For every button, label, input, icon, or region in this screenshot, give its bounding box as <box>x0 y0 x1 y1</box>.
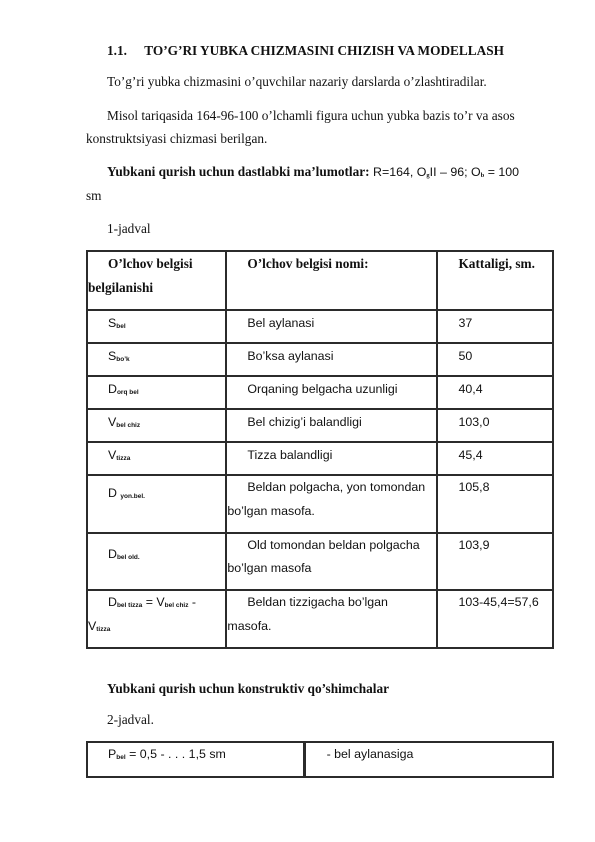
row-name <box>226 475 437 533</box>
row-value <box>437 409 553 442</box>
row-name-text: Beldan polgacha, yon tomondan <box>247 480 426 494</box>
allowance-description <box>304 742 553 777</box>
symbol-line2-sub: tizza <box>96 626 111 633</box>
row-name <box>226 376 437 409</box>
symbol-letter: S <box>108 349 117 363</box>
row-name <box>226 533 437 590</box>
allowance-range: = 0,5 - . . . 1,5 sm <box>125 747 226 761</box>
header-name-text: O’lchov belgisi nomi: <box>247 256 369 271</box>
symbol-sub: tizza <box>116 455 131 462</box>
heading-number: 1.1. <box>107 43 127 58</box>
header-symbol-line2: belgilanishi <box>88 280 154 295</box>
row-name <box>226 442 437 475</box>
symbol-letter: D <box>108 595 117 609</box>
symbol-sub: orq bel <box>116 389 139 396</box>
symbol-letter: D <box>108 486 121 500</box>
allowance-desc-text: - bel aylanasiga <box>326 747 414 761</box>
row-value <box>437 475 553 533</box>
header-symbol-line1: O’lchov belgisi <box>108 256 193 271</box>
symbol-letter: S <box>108 316 117 330</box>
symbol-sub: bel <box>116 323 126 330</box>
table-row <box>87 310 553 343</box>
initial-data-label: Yubkani qurish uchun dastlabki ma’lumotlar: <box>107 164 370 179</box>
row-value-text: 37 <box>458 316 473 330</box>
paragraph-1: To’g’ri yubka chizmasini o’quvchilar nazariy darslarda o’zlashtiradilar. <box>107 74 487 89</box>
header-name <box>226 251 437 310</box>
initial-data-mid: II – 96; O <box>429 165 481 179</box>
measurements-table <box>86 250 554 649</box>
row-name-text: Old tomondan beldan polgacha <box>247 538 420 552</box>
table-row <box>87 442 553 475</box>
header-symbol <box>87 251 226 310</box>
heading-title: TO’G’RI YUBKA CHIZMASINI CHIZISH VA MODELLASH <box>144 43 504 58</box>
table-2-caption: 2-jadval. <box>107 712 154 727</box>
row-name-text: Bo’ksa aylanasi <box>247 349 334 363</box>
symbol-letter: V <box>108 448 117 462</box>
allowances-table <box>86 741 554 778</box>
row-value <box>437 442 553 475</box>
row-name-text-line2: bo’lgan masofa. <box>227 504 315 518</box>
initial-data-sub-g: g <box>426 172 430 179</box>
row-symbol <box>87 376 226 409</box>
symbol-letter: V <box>108 415 117 429</box>
row-value-text: 50 <box>458 349 473 363</box>
table-row <box>87 475 553 533</box>
row-value-text: 103-45,4=57,6 <box>458 595 539 609</box>
row-symbol <box>87 442 226 475</box>
row-value-text: 45,4 <box>458 448 483 462</box>
row-value-text: 105,8 <box>458 480 490 494</box>
allowance-formula <box>87 742 304 777</box>
symbol-sub: bel tizza <box>116 602 143 609</box>
initial-data-end: = 100 <box>484 165 520 179</box>
row-value <box>437 590 553 648</box>
row-value <box>437 533 553 590</box>
row-name <box>226 409 437 442</box>
table-row <box>87 409 553 442</box>
row-name-text-line2: masofa. <box>227 619 272 633</box>
symbol-sub: bel chiz <box>116 422 141 429</box>
row-name-text: Bel chizig’i balandligi <box>247 415 362 429</box>
row-symbol <box>87 590 226 648</box>
row-value-text: 40,4 <box>458 382 483 396</box>
paragraph-2-line2: konstruktsiyasi chizmasi berilgan. <box>86 131 268 146</box>
paragraph-3-line2: sm <box>86 188 102 203</box>
header-value <box>437 251 553 310</box>
initial-data-sub-b: b <box>480 172 485 179</box>
initial-data-r: R=164, O <box>369 165 427 179</box>
symbol-end: - <box>188 595 197 609</box>
symbol-sub: bel old. <box>116 554 140 561</box>
paragraph-2-line1: Misol tariqasida 164-96-100 o’lchamli figura uchun yubka bazis to’r va asos <box>107 108 515 123</box>
row-name-text-line2: bo’lgan masofa <box>227 561 312 575</box>
row-name-text: Tizza balandligi <box>247 448 333 462</box>
row-symbol <box>87 343 226 376</box>
symbol-sub: bo’k <box>116 356 130 363</box>
paragraph-3-line1 <box>107 164 519 183</box>
symbol-letter: D <box>108 382 117 396</box>
row-value <box>437 310 553 343</box>
row-name-text: Bel aylanasi <box>247 316 315 330</box>
row-value-text: 103,0 <box>458 415 490 429</box>
table-row <box>87 376 553 409</box>
row-symbol <box>87 310 226 343</box>
section-heading <box>107 43 504 59</box>
row-name <box>226 343 437 376</box>
table-row <box>87 533 553 590</box>
row-name <box>226 590 437 648</box>
row-value <box>437 343 553 376</box>
row-symbol <box>87 409 226 442</box>
table-row <box>87 343 553 376</box>
row-name-text: Beldan tizzigacha bo’lgan <box>247 595 388 609</box>
row-name-text: Orqaning belgacha uzunligi <box>247 382 398 396</box>
table-row <box>87 590 553 648</box>
symbol-line2-letter: V <box>88 619 97 633</box>
header-value-text: Kattaligi, sm. <box>458 256 535 271</box>
symbol-sub2: bel chiz <box>164 602 189 609</box>
row-value <box>437 376 553 409</box>
symbol-mid: = V <box>142 595 165 609</box>
table-row <box>87 742 553 777</box>
row-name <box>226 310 437 343</box>
symbol-sub: yon.bel. <box>120 493 145 500</box>
symbol-letter: D <box>108 547 117 561</box>
allowance-sub: bel <box>116 754 126 761</box>
row-symbol <box>87 475 226 533</box>
section-2-title: Yubkani qurish uchun konstruktiv qo’shimchalar <box>107 681 390 696</box>
table-header-row <box>87 251 553 310</box>
row-value-text: 103,9 <box>458 538 490 552</box>
row-symbol <box>87 533 226 590</box>
allowance-symbol: P <box>108 747 117 761</box>
table-1-caption: 1-jadval <box>107 221 151 236</box>
